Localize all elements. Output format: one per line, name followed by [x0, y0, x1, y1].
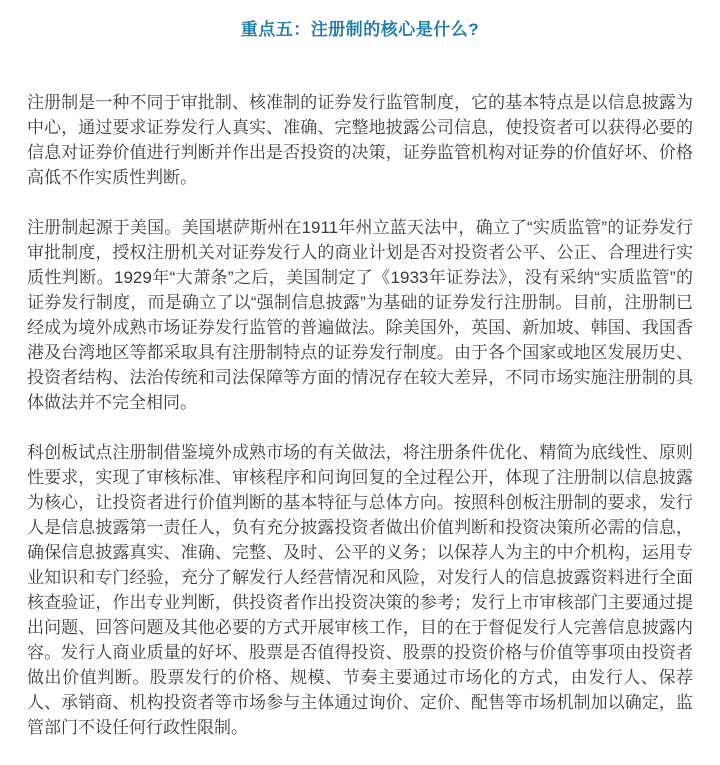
page-title: 重点五：注册制的核心是什么?: [240, 20, 480, 39]
paragraph-history-usa-origin: 注册制起源于美国。美国堪萨斯州在1911年州立蓝天法中，确立了“实质监管”的证券发行审批制度，授权注册机关对证券发行人的商业计划是否对投资者公平、公正、合理进行实质性判断。1929年“大萧条”之后，美国制定了《1933年证券法》，没有采纳“实质监管”的证券发行制度，而是确立了以“强制信息披露”为基础的证券发行注册制。目前，注册制已经成为境外成熟市场证券发行监管的普遍做法。除美国外，英国、新加坡、韩国、我国香港及台湾地区等都采取具有注册制特点的证券发行制度。由于各个国家或地区发展历史、投资者结构、法治传统和司法保障等方面的情况存在较大差异，不同市场实施注册制的具体做法并不完全相同。: [27, 218, 693, 412]
paragraph-intro-registration-system: 注册制是一种不同于审批制、核准制的证券发行监管制度，它的基本特点是以信息披露为中心，通过要求证券发行人真实、准确、完整地披露公司信息，使投资者可以获得必要的信息对证券价值进行判断并作出是否投资的决策，证券监管机构对证券的价值好坏、价格高低不作实质性判断。: [27, 93, 693, 187]
article-body: [0, 40, 720, 740]
paragraph-star-market-pilot: 科创板试点注册制借鉴境外成熟市场的有关做法，将注册条件优化、精简为底线性、原则性要求，实现了审核标准、审核程序和问询回复的全过程公开，体现了注册制以信息披露为核心，让投资者进行价值判断的基本特征与总体方向。按照科创板注册制的要求，发行人是信息披露第一责任人，负有充分披露投资者做出价值判断和投资决策所必需的信息，确保信息披露真实、准确、完整、及时、公平的义务；以保荐人为主的中介机构，运用专业知识和专门经验，充分了解发行人经营情况和风险，对发行人的信息披露资料进行全面核查验证，作出专业判断，供投资者作出投资决策的参考；发行上市审核部门主要通过提出问题、回答问题及其他必要的方式开展审核工作，目的在于督促发行人完善信息披露内容。发行人商业质量的好坏、股票是否值得投资、股票的投资价格与价值等事项由投资者做出价值判断。股票发行的价格、规模、节奏主要通过市场化的方式，由发行人、保荐人、承销商、机构投资者等市场参与主体通过询价、定价、配售等市场机制加以确定，监管部门不设任何行政性限制。: [27, 443, 693, 737]
